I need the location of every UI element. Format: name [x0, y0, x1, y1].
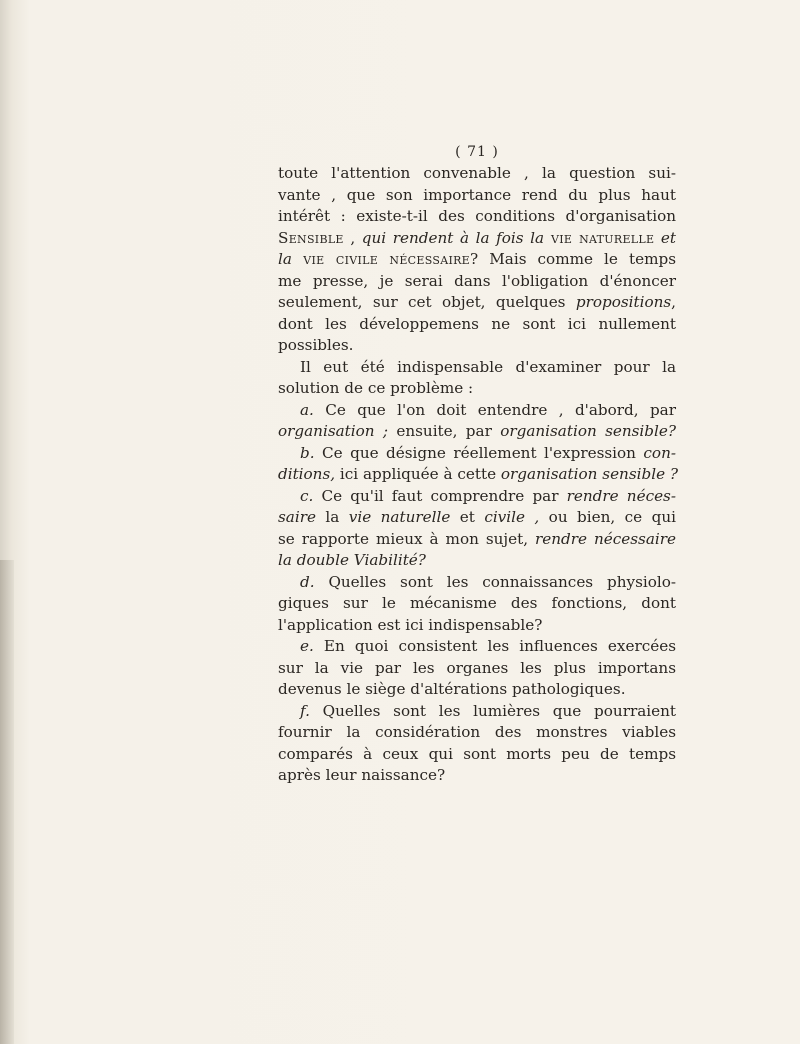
- text-line: toute l'attention convenable , la question sui-: [278, 164, 676, 182]
- list-item-b: b. Ce que désigne réellement l'expression con-: [300, 443, 676, 462]
- list-item-d: d. Quelles sont les connaissances physiolo-: [300, 572, 676, 591]
- text-line: Il eut été indispensable d'examiner pour la: [300, 357, 676, 376]
- text-line: possibles.: [278, 336, 354, 354]
- text-line: organisation ; ensuite, par organisation sensible?: [278, 422, 677, 440]
- list-item-e: e. En quoi consistent les influences exercées: [300, 637, 676, 655]
- text-line: la vie civile nécessaire? Mais comme le temps: [278, 250, 676, 268]
- text-line: intérêt : existe-t-il des conditions d'organisation: [278, 207, 676, 225]
- page-number: ( 71 ): [455, 144, 499, 160]
- text-line: saire la vie naturelle et civile , ou bien, ce qui: [278, 508, 676, 526]
- text-line: solution de ce problème :: [278, 379, 474, 397]
- text-line: seulement, sur cet objet, quelques propositions,: [278, 293, 676, 311]
- text-line: devenus le siège d'altérations pathologiques.: [278, 680, 626, 698]
- list-item-f: f. Quelles sont les lumières que pourraient: [300, 701, 676, 720]
- text-line: sur la vie par les organes les plus importans: [278, 658, 676, 677]
- text-line: ditions, ici appliquée à cette organisation sensible ?: [278, 465, 679, 483]
- body-text: [278, 143, 679, 787]
- list-item-c: c. Ce qu'il faut comprendre par rendre néces-: [300, 486, 676, 505]
- text-line: vante , que son importance rend du plus haut: [278, 185, 676, 204]
- text-line: me presse, je serai dans l'obligation d'énoncer: [278, 271, 676, 290]
- text-line: fournir la considération des monstres viables: [278, 723, 676, 741]
- text-line: après leur naissance?: [278, 766, 446, 784]
- text-line: giques sur le mécanisme des fonctions, dont: [278, 594, 676, 612]
- text-line: se rapporte mieux à mon sujet, rendre nécessaire: [278, 529, 676, 548]
- text-line: comparés à ceux qui sont morts peu de temps: [278, 744, 676, 763]
- text-line: la double Viabilité?: [278, 551, 426, 569]
- text-line: Sensible , qui rendent à la fois la vie naturelle et: [278, 228, 677, 247]
- text-line: l'application est ici indispensable?: [278, 615, 543, 634]
- text-line: dont les développemens ne sont ici nullement: [278, 314, 676, 333]
- list-item-a: a. Ce que l'on doit entendre , d'abord, par: [300, 400, 676, 419]
- page-binding-edge: [0, 560, 14, 1044]
